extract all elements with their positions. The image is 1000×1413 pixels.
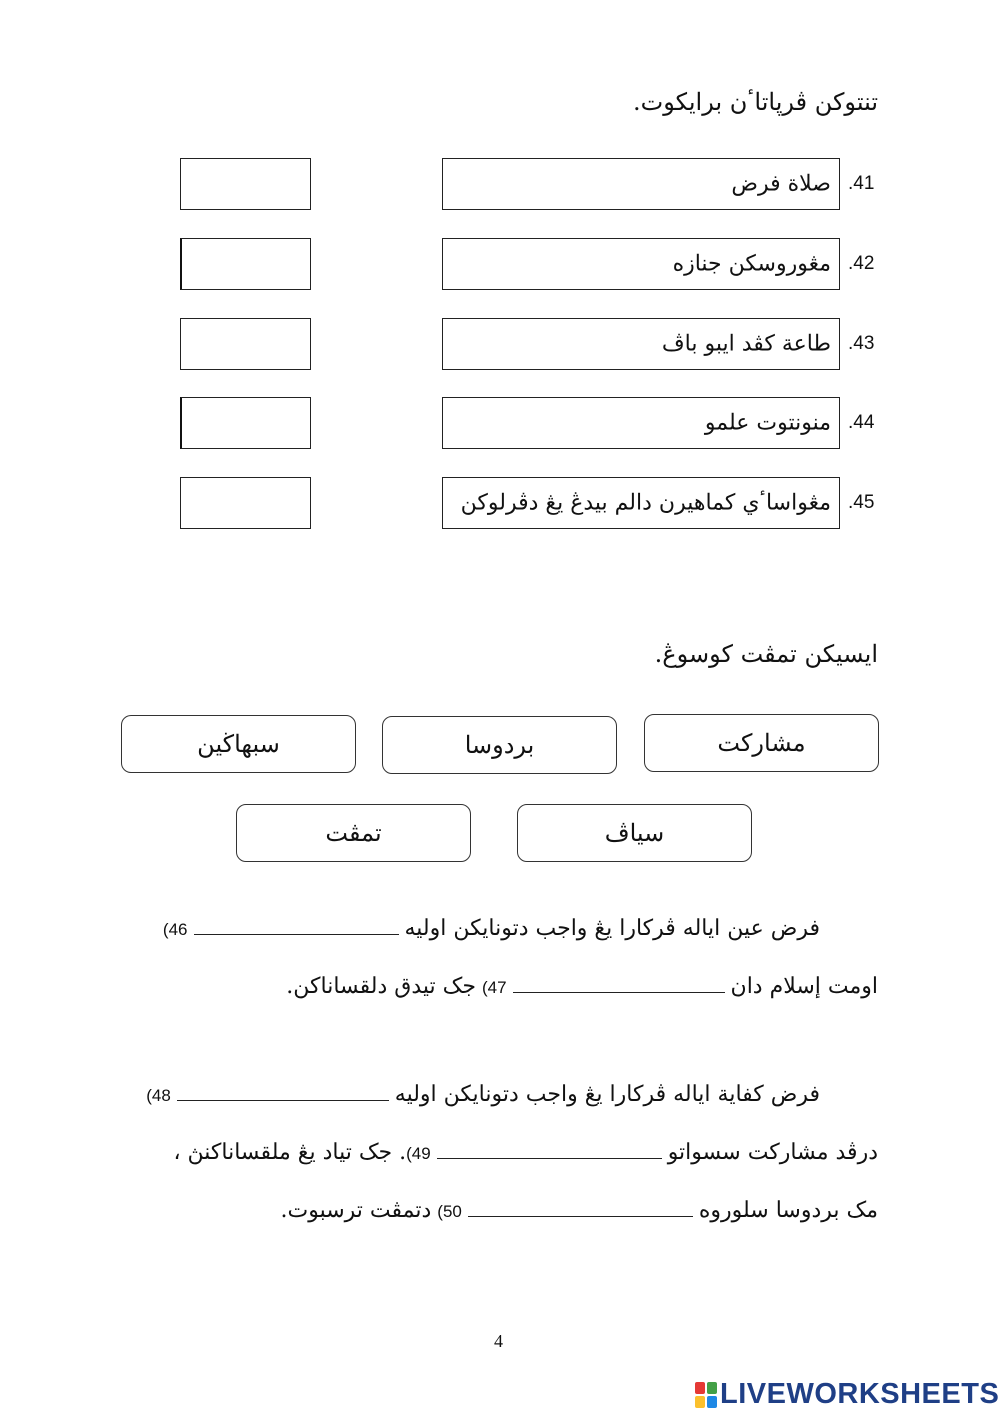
question-43-number: .43 [848, 333, 875, 354]
blank-46-number: (46 [162, 920, 188, 939]
question-41-box [442, 158, 840, 210]
liveworksheets-logo-icon [695, 1382, 717, 1408]
question-42-number: .42 [848, 253, 875, 274]
question-45-text: مڠواساٴي کماهيرن دالم بيدڠ يڠ دڤرلوکن [460, 490, 831, 516]
answer-43-box[interactable] [180, 318, 311, 370]
answer-45-box[interactable] [180, 477, 311, 529]
answer-42-box[interactable] [180, 238, 311, 290]
paragraph2-line1-text: فرض کفاية اياله ڤرکارا يڠ واجب دتونايکن اوليه [394, 1082, 820, 1107]
question-45-box [442, 477, 840, 529]
word-bank-item[interactable]: تمڤت [236, 804, 471, 862]
answer-44-box[interactable] [180, 397, 311, 449]
question-43-text: طاعة کڤد ايبو باڤ [661, 331, 831, 357]
section1-instruction: تنتوکن ڤرڽاتاٴن برايکوت. [633, 88, 878, 116]
question-41-number: .41 [848, 173, 875, 194]
question-44-number: .44 [848, 412, 875, 433]
word-bank-item[interactable]: مشارکت [644, 714, 879, 772]
section2-instruction: ايسيکن تمڤت کوسوڠ. [654, 640, 878, 668]
question-43-box [442, 318, 840, 370]
paragraph1-line2 [286, 972, 878, 999]
paragraph2-line3 [281, 1196, 879, 1223]
question-44-text: منونتوت علمو [704, 410, 831, 436]
paragraph2-line2 [173, 1138, 878, 1165]
answer-41-box[interactable] [180, 158, 311, 210]
blank-49-number: (49 [406, 1144, 431, 1163]
liveworksheets-logo [695, 1378, 999, 1411]
paragraph1-line1 [163, 914, 820, 941]
blank-49[interactable] [437, 1138, 662, 1159]
blank-47[interactable] [513, 972, 725, 993]
question-42-text: مڠوروسکن جنازه [672, 251, 831, 277]
word-bank-item[interactable]: سبهاڬين [121, 715, 356, 773]
blank-50-number: (50 [437, 1202, 462, 1221]
paragraph2-line3-text-after: دتمڤت ترسبوت. [280, 1198, 432, 1223]
question-41-text: صلاة فرض [731, 171, 831, 197]
paragraph2-line2-text-before: درڤد مشارکت سسواتو [667, 1140, 878, 1165]
question-45-number: .45 [848, 492, 875, 513]
logo-text: LIVEWORKSHEETS [720, 1378, 1000, 1410]
question-42-box [442, 238, 840, 290]
blank-50[interactable] [468, 1196, 693, 1217]
paragraph1-line1-text: فرض عين اياله ڤرکارا يڠ واجب دتونايکن اوليه [404, 916, 820, 941]
word-bank-item[interactable]: بردوسا [382, 716, 617, 774]
blank-48[interactable] [177, 1080, 389, 1101]
word-bank-item[interactable]: سياڤ [517, 804, 752, 862]
paragraph2-line3-text-before: مک بردوسا سلوروه [698, 1198, 878, 1223]
blank-46[interactable] [194, 914, 399, 935]
paragraph1-line2-text-before: اومت إسلام دان [730, 974, 878, 999]
blank-47-number: (47 [481, 978, 507, 997]
paragraph2-line1 [146, 1080, 820, 1107]
page-number: 4 [494, 1331, 503, 1351]
paragraph1-line2-text-after: جک تيدق دلقساناکن. [286, 974, 476, 999]
blank-48-number: (48 [146, 1086, 171, 1105]
question-44-box [442, 397, 840, 449]
paragraph2-line2-text-after: . جک تياد يڠ ملقساناکنڽ ، [173, 1140, 407, 1165]
